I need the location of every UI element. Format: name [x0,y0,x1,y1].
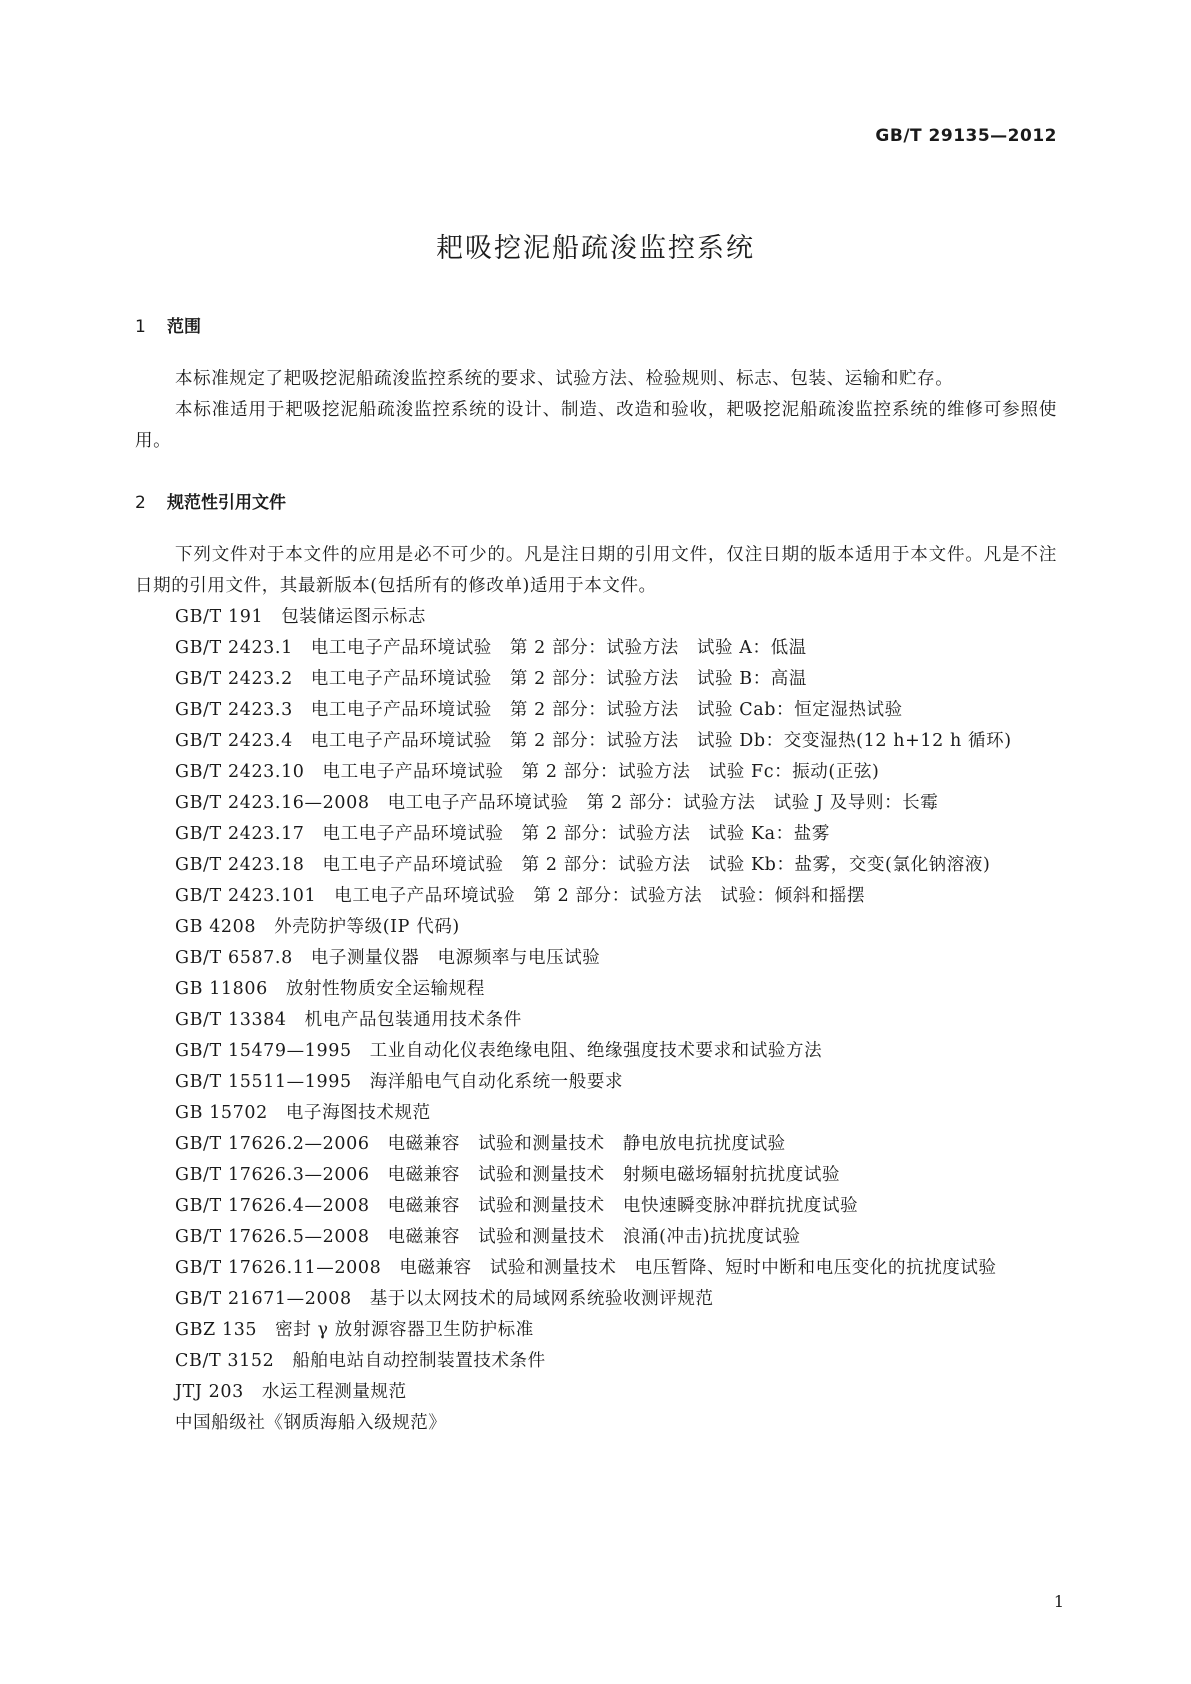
reference-title: 电子测量仪器 电源频率与电压试验 [310,948,601,968]
reference-code: GB/T 2423.4 [175,731,293,751]
section-2-title: 规范性引用文件 [167,493,286,513]
reference-title: 电工电子产品环境试验 第 2 部分：试验方法 试验 A：低温 [310,638,807,658]
reference-title: 《钢质海船入级规范》 [265,1413,447,1433]
reference-code: GB 11806 [175,979,268,999]
reference-code: 中国船级社 [175,1413,266,1433]
reference-code: GB/T 17626.2—2006 [175,1134,370,1154]
reference-code: GB/T 17626.4—2008 [175,1196,370,1216]
reference-code: GB/T 13384 [175,1010,287,1030]
reference-item [135,1129,1057,1160]
reference-item [135,602,1057,633]
reference-item [135,1315,1057,1346]
reference-item [135,943,1057,974]
reference-title: 电工电子产品环境试验 第 2 部分：试验方法 试验 Ka：盐雾 [322,824,830,844]
reference-item [135,1160,1057,1191]
reference-item [135,1377,1057,1408]
reference-title: 包装储运图示标志 [281,607,426,627]
reference-item [135,1098,1057,1129]
reference-list [135,602,1057,1439]
reference-title: 放射性物质安全运输规程 [285,979,485,999]
reference-code: GB/T 2423.10 [175,762,305,782]
reference-item [135,726,1057,757]
reference-item [135,974,1057,1005]
reference-title: 工业自动化仪表绝缘电阻、绝缘强度技术要求和试验方法 [369,1041,823,1061]
reference-title: 电工电子产品环境试验 第 2 部分：试验方法 试验：倾斜和摇摆 [334,886,866,906]
reference-title: 密封 γ 放射源容器卫生防护标准 [275,1320,534,1340]
reference-title: 电磁兼容 试验和测量技术 电快速瞬变脉冲群抗扰度试验 [387,1196,859,1216]
reference-code: GB/T 2423.1 [175,638,293,658]
reference-code: GB 15702 [175,1103,268,1123]
reference-code: GB 4208 [175,917,257,937]
section-2-intro: 下列文件对于本文件的应用是必不可少的。凡是注日期的引用文件，仅注日期的版本适用于本文件。凡是不注日期的引用文件，其最新版本(包括所有的修改单)适用于本文件。 [135,545,1057,596]
reference-title: 电工电子产品环境试验 第 2 部分：试验方法 试验 Kb：盐雾，交变(氯化钠溶液) [322,855,991,875]
reference-title: 电磁兼容 试验和测量技术 射频电磁场辐射抗扰度试验 [387,1165,841,1185]
reference-item [135,664,1057,695]
section-2-body [135,540,1057,1439]
section-2-number: 2 [135,493,146,513]
reference-title: 机电产品包装通用技术条件 [304,1010,522,1030]
reference-code: GB/T 2423.3 [175,700,293,720]
reference-title: 电工电子产品环境试验 第 2 部分：试验方法 试验 Db：交变湿热(12 h+12 h 循环) [310,731,1012,751]
reference-code: GB/T 2423.101 [175,886,317,906]
reference-item [135,1005,1057,1036]
reference-item [135,695,1057,726]
reference-title: 基于以太网技术的局域网系统验收测评规范 [369,1289,714,1309]
reference-code: CB/T 3152 [175,1351,275,1371]
reference-item [135,757,1057,788]
reference-title: 电工电子产品环境试验 第 2 部分：试验方法 试验 B：高温 [310,669,807,689]
reference-item [135,788,1057,819]
reference-title: 电工电子产品环境试验 第 2 部分：试验方法 试验 Fc：振动(正弦) [322,762,880,782]
reference-code: GB/T 17626.3—2006 [175,1165,370,1185]
reference-code: GB/T 15479—1995 [175,1041,352,1061]
reference-item [135,1284,1057,1315]
reference-item [135,633,1057,664]
section-2-heading [135,488,286,513]
section-1-paragraph: 本标准适用于耙吸挖泥船疏浚监控系统的设计、制造、改造和验收，耙吸挖泥船疏浚监控系统的维修可参照使用。 [135,400,1057,451]
reference-code: GBZ 135 [175,1320,258,1340]
reference-code: GB/T 191 [175,607,264,627]
reference-title: 电磁兼容 试验和测量技术 静电放电抗扰度试验 [387,1134,786,1154]
reference-item [135,1067,1057,1098]
reference-title: 海洋船电气自动化系统一般要求 [369,1072,624,1092]
section-1-heading [135,312,201,337]
reference-code: GB/T 21671—2008 [175,1289,352,1309]
reference-code: GB/T 2423.2 [175,669,293,689]
reference-item [135,1253,1057,1284]
reference-item [135,881,1057,912]
section-1-paragraph: 本标准规定了耙吸挖泥船疏浚监控系统的要求、试验方法、检验规则、标志、包装、运输和贮存。 [175,369,954,389]
reference-item [135,850,1057,881]
reference-title: 水运工程测量规范 [261,1382,407,1402]
reference-item [135,1036,1057,1067]
standard-code: GB/T 29135—2012 [875,126,1057,146]
section-1-body [135,364,1057,457]
reference-item [135,1346,1057,1377]
reference-item [135,1191,1057,1222]
reference-title: 船舶电站自动控制装置技术条件 [292,1351,546,1371]
reference-code: GB/T 6587.8 [175,948,293,968]
reference-item [135,1222,1057,1253]
reference-code: JTJ 203 [175,1382,244,1402]
document-title: 耙吸挖泥船疏浚监控系统 [436,233,755,264]
reference-code: GB/T 2423.18 [175,855,305,875]
reference-code: GB/T 17626.11—2008 [175,1258,382,1278]
reference-item [135,912,1057,943]
reference-title: 外壳防护等级(IP 代码) [274,917,460,937]
reference-code: GB/T 2423.16—2008 [175,793,370,813]
reference-item [135,1408,1057,1439]
reference-title: 电工电子产品环境试验 第 2 部分：试验方法 试验 Cab：恒定湿热试验 [310,700,903,720]
section-1-title: 范围 [167,317,201,337]
reference-title: 电子海图技术规范 [285,1103,431,1123]
reference-code: GB/T 2423.17 [175,824,305,844]
reference-title: 电磁兼容 试验和测量技术 电压暂降、短时中断和电压变化的抗扰度试验 [399,1258,997,1278]
page-number: 1 [1053,1592,1064,1611]
reference-title: 电磁兼容 试验和测量技术 浪涌(冲击)抗扰度试验 [387,1227,801,1247]
reference-title: 电工电子产品环境试验 第 2 部分：试验方法 试验 J 及导则：长霉 [387,793,939,813]
reference-code: GB/T 17626.5—2008 [175,1227,370,1247]
reference-item [135,819,1057,850]
reference-code: GB/T 15511—1995 [175,1072,352,1092]
section-1-number: 1 [135,317,146,337]
